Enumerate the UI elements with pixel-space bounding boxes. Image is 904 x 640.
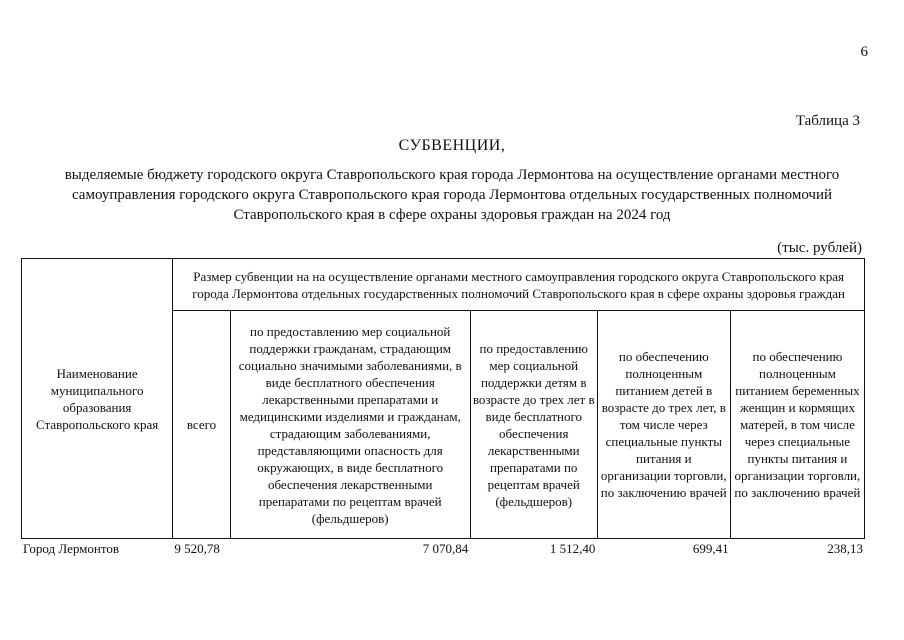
row-children-nutrition: 699,41 (692, 541, 729, 556)
table-row (21, 540, 865, 558)
row-children-medicines: 1 512,40 (549, 541, 596, 556)
table-label: Таблица 3 (795, 113, 860, 129)
subtitle-line: выделяемые бюджету городского округа Ставропольского края города Лермонтова на осуществление органами местного (64, 167, 840, 183)
row-total: 9 520,78 (174, 541, 220, 556)
row-social-diseases: 7 070,84 (422, 541, 469, 556)
header-children-nutrition: по обеспечению полноценным питанием детей в возрасте до трех лет, в том числе через специальные пункты питания и организации торговли, по заключению врачей (597, 311, 730, 539)
document-title: СУБВЕНЦИИ, (398, 137, 506, 154)
header-social-diseases: по предоставлению мер социальной поддержки гражданам, страдающим социально значимыми заболеваниями, в виде бесплатного обеспечения лекарственными препаратами и медицинскими изделиями и гражданам, страдающим заболеваниями, представляющими опасность для окружающих, в виде бесплатного обеспечения лекарственными препаратами по рецептам врачей (фельдшеров) (230, 311, 470, 539)
document-subtitle (30, 165, 874, 225)
header-mothers-nutrition: по обеспечению полноценным питанием беременных женщин и кормящих матерей, в том числе через специальные пункты питания и организации торговли, по заключению врачей (730, 311, 864, 539)
units-label: (тыс. рублей) (777, 240, 862, 256)
page-number: 6 (860, 44, 868, 60)
header-children-medicines: по предоставлению мер социальной поддержки детям в возрасте до трех лет в виде бесплатного обеспечения лекарственными препаратами по рецептам врачей (фельдшеров) (470, 311, 597, 539)
header-total: всего (173, 311, 230, 539)
header-municipality: Наименование муниципального образования Ставропольского края (22, 259, 173, 539)
row-mothers-nutrition: 238,13 (827, 541, 863, 556)
subtitle-line: Ставропольского края в сфере охраны здоровья граждан на 2024 год (233, 207, 671, 223)
subtitle-line: самоуправления городского округа Ставропольского края города Лермонтова отдельных государственных полномочий (71, 187, 833, 203)
row-municipality: Город Лермонтов (23, 541, 119, 556)
subventions-table-body (21, 540, 865, 558)
subventions-table-header (21, 258, 865, 539)
header-subvention-size: Размер субвенции на на осуществление органами местного самоуправления городского округа Ставропольского края города Лермонтова отдельных государственных полномочий Ставропольского края в сфере охраны здоровья граждан (173, 259, 865, 311)
